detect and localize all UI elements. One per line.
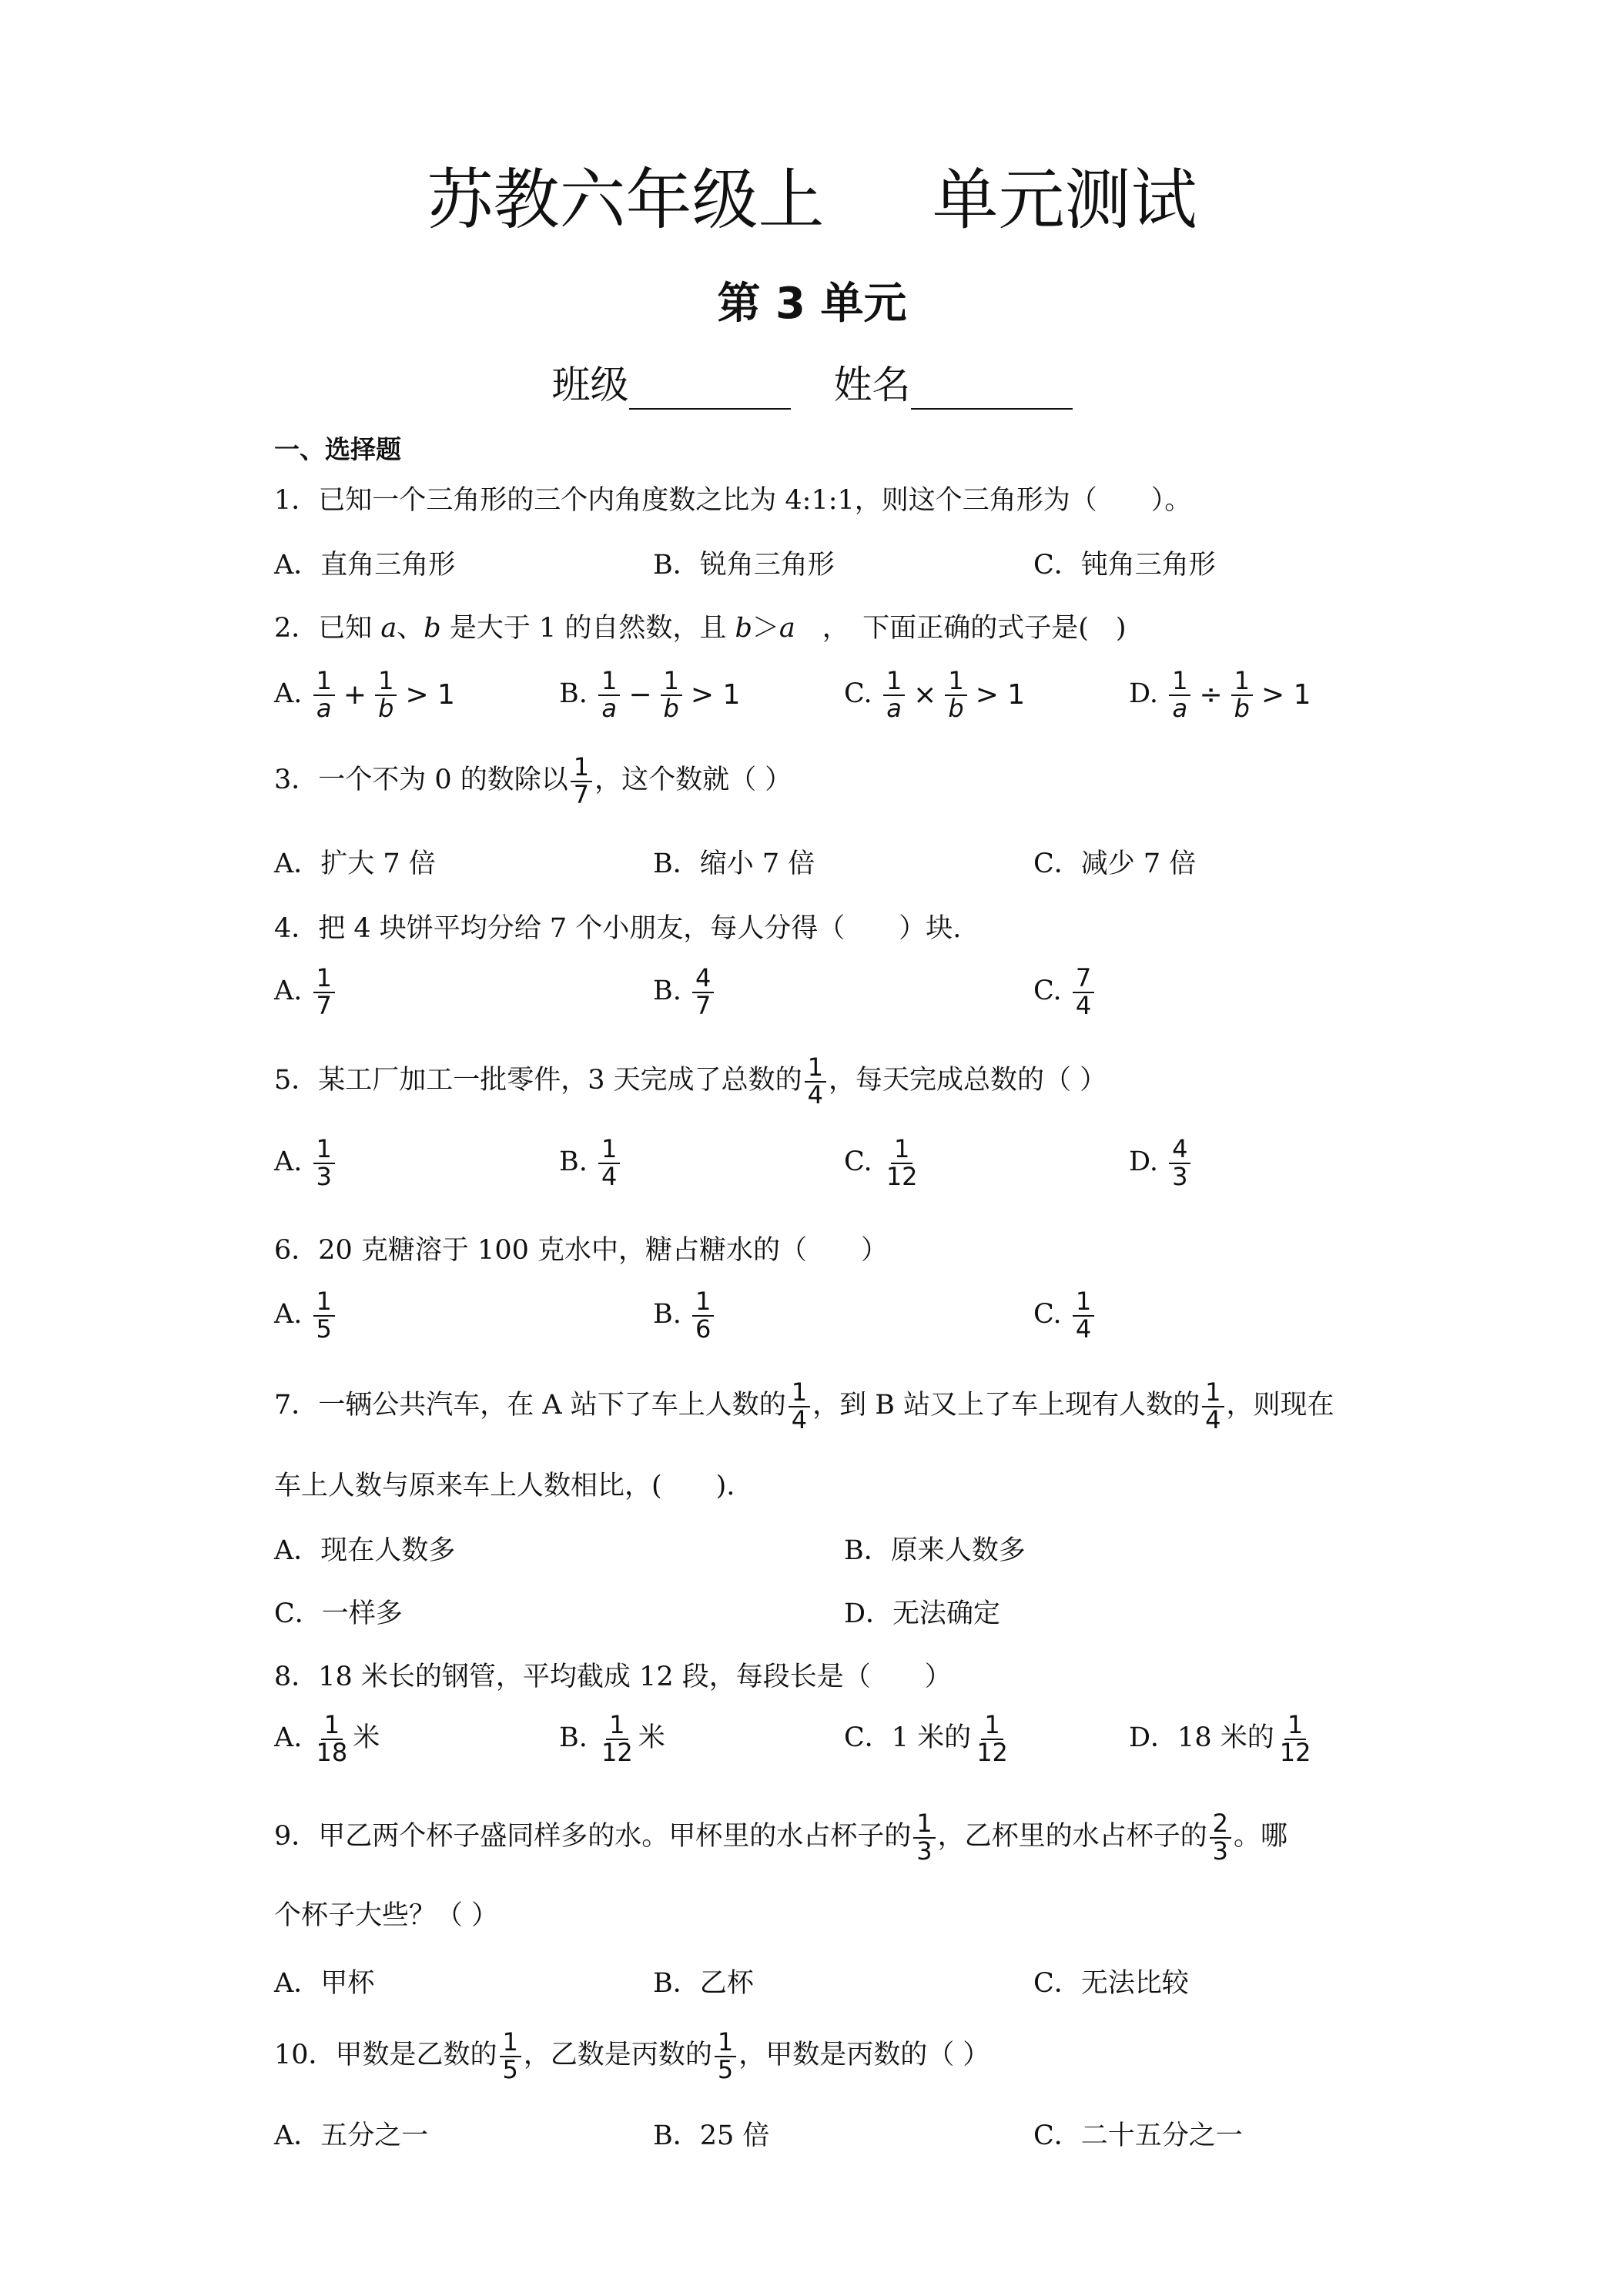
question-6: 6．20 克糖溶于 100 克水中，糖占糖水的（ ）	[274, 1235, 888, 1266]
q2-cmp-b: b	[735, 613, 752, 644]
q10-option-c[interactable]: C．二十五分之一	[1033, 2120, 1243, 2151]
q6-option-c[interactable]	[1033, 1289, 1097, 1342]
question-3	[274, 752, 792, 809]
question-7-line2: 车上人数与原来车上人数相比，( ).	[274, 1471, 735, 1501]
q8-b-frac: $\frac{1}{12}$	[601, 1710, 633, 1767]
q3-option-b[interactable]: B．缩小 7 倍	[653, 848, 815, 879]
q1-option-a[interactable]: A．直角三角形	[274, 550, 456, 581]
q7-option-d[interactable]: D．无法确定	[844, 1598, 1001, 1629]
q4-b-frac: $\frac{4}{7}$	[692, 966, 714, 1019]
q2-c-rhs: > 1	[975, 679, 1026, 711]
q2-d-op: ÷	[1199, 679, 1223, 711]
q5-c-label: C.	[844, 1146, 872, 1178]
q2-gt: ＞	[752, 613, 779, 644]
q4-a-frac: $\frac{1}{7}$	[313, 966, 335, 1019]
q5-d-label: D.	[1129, 1146, 1158, 1178]
q2-option-a[interactable]	[274, 668, 461, 721]
title-left: 苏教六年级上	[427, 162, 825, 239]
q5-a-label: A.	[274, 1146, 303, 1178]
class-label: 班级	[551, 363, 629, 407]
q7-option-c[interactable]: C．一样多	[274, 1598, 403, 1629]
q8-option-c[interactable]	[844, 1712, 1013, 1766]
q5-b-frac: $\frac{1}{4}$	[598, 1136, 620, 1190]
q8-b-unit: 米	[638, 1722, 665, 1754]
q9-pre: 9．甲乙两个杯子盛同样多的水。甲杯里的水占杯子的	[274, 1821, 912, 1853]
q5-post: ，每天完成总数的（ ）	[829, 1065, 1107, 1096]
section-heading: 一、选择题	[274, 434, 401, 464]
q2-c-frac1: $\frac{1}{a}$	[883, 668, 905, 721]
q6-b-frac: $\frac{1}{6}$	[692, 1289, 714, 1342]
question-9-line2: 个杯子大些？（ ）	[274, 1900, 499, 1931]
question-8: 8．18 米长的钢管，平均截成 12 段，每段长是（ ）	[274, 1662, 952, 1692]
q2-d-frac2: $\frac{1}{b}$	[1231, 668, 1253, 721]
q2-d-rhs: > 1	[1261, 679, 1311, 711]
q4-a-label: A.	[274, 976, 303, 1007]
q2-option-b[interactable]	[559, 668, 746, 721]
q8-d-frac: $\frac{1}{12}$	[1279, 1710, 1311, 1767]
q7-post: ，则现在	[1226, 1390, 1334, 1421]
q2-c-op: ×	[913, 679, 937, 711]
q10-mid: ，乙数是丙数的	[523, 2040, 712, 2071]
q2-b-frac1: $\frac{1}{a}$	[598, 668, 620, 721]
q2-b-op: −	[628, 679, 652, 711]
q6-option-a[interactable]	[274, 1289, 337, 1342]
q2-b-frac2: $\frac{1}{b}$	[661, 668, 682, 721]
q7-frac1: $\frac{1}{4}$	[789, 1380, 810, 1433]
q10-pre: 10．甲数是乙数的	[274, 2040, 497, 2071]
q8-c-label: C．1 米的	[844, 1722, 972, 1754]
q9-frac1: $\frac{1}{3}$	[913, 1811, 935, 1864]
q6-a-label: A.	[274, 1299, 303, 1330]
q2-c-frac2: $\frac{1}{b}$	[945, 668, 966, 721]
question-9	[274, 1811, 1287, 1864]
q3-pre: 3．一个不为 0 的数除以	[274, 765, 568, 796]
q4-option-a[interactable]	[274, 963, 337, 1020]
question-10	[274, 2027, 990, 2084]
question-7	[274, 1377, 1334, 1434]
q1-option-b[interactable]: B．锐角三角形	[653, 550, 835, 581]
q5-d-frac: $\frac{4}{3}$	[1169, 1136, 1190, 1190]
q6-c-frac: $\frac{1}{4}$	[1073, 1289, 1094, 1342]
q10-post: ，甲数是丙数的（ ）	[738, 2040, 990, 2071]
name-blank[interactable]	[911, 374, 1073, 410]
q7-pre: 7．一辆公共汽车，在 A 站下了车上人数的	[274, 1390, 786, 1421]
q10-frac2: $\frac{1}{5}$	[715, 2030, 736, 2083]
q4-c-label: C.	[1033, 976, 1062, 1007]
q8-option-a[interactable]	[274, 1712, 380, 1766]
q2-cmp-a: a	[779, 613, 795, 644]
q8-a-label: A.	[274, 1722, 303, 1754]
q4-option-c[interactable]	[1033, 963, 1097, 1020]
q5-frac: $\frac{1}{4}$	[805, 1055, 826, 1108]
q5-option-c[interactable]	[844, 1136, 923, 1190]
q2-d-label: D.	[1129, 678, 1158, 710]
q2-sep: 、	[397, 613, 424, 644]
q9-option-b[interactable]: B．乙杯	[653, 1968, 754, 1999]
q2-text-pre: 2．已知	[274, 613, 381, 644]
q2-text-post: ， 下面正确的式子是( )	[795, 613, 1127, 644]
q5-option-b[interactable]	[559, 1136, 622, 1190]
student-info-row	[0, 354, 1624, 410]
q5-c-frac: $\frac{1}{12}$	[886, 1134, 918, 1191]
question-2	[274, 607, 1127, 645]
q5-pre: 5．某工厂加工一批零件，3 天完成了总数的	[274, 1065, 802, 1096]
question-5	[274, 1055, 1107, 1108]
q8-a-frac: $\frac{1}{18}$	[316, 1710, 348, 1767]
q2-c-label: C.	[844, 678, 872, 710]
q9-mid: ，乙杯里的水占杯子的	[937, 1821, 1207, 1853]
q8-c-frac: $\frac{1}{12}$	[976, 1710, 1008, 1767]
q8-d-label: D．18 米的	[1129, 1722, 1274, 1754]
q3-frac: $\frac{1}{7}$	[571, 755, 592, 808]
q3-post: ，这个数就（ ）	[594, 765, 792, 796]
q4-option-b[interactable]	[653, 963, 716, 1020]
q2-a-label: A.	[274, 678, 303, 710]
name-label: 姓名	[833, 363, 911, 407]
q9-option-a[interactable]: A．甲杯	[274, 1968, 375, 1999]
q7-option-a[interactable]: A．现在人数多	[274, 1535, 456, 1566]
q1-option-c[interactable]: C．钝角三角形	[1033, 550, 1216, 581]
q5-option-a[interactable]	[274, 1136, 337, 1190]
question-4: 4．把 4 块饼平均分给 7 个小朋友，每人分得（ ）块.	[274, 913, 962, 944]
q4-b-label: B.	[653, 976, 681, 1007]
q2-option-d[interactable]	[1129, 668, 1318, 721]
q3-option-a[interactable]: A．扩大 7 倍	[274, 848, 436, 879]
q6-b-label: B.	[653, 1299, 681, 1330]
title-right: 单元测试	[932, 162, 1197, 239]
q8-b-label: B.	[559, 1722, 588, 1754]
q10-option-b[interactable]: B．25 倍	[653, 2120, 770, 2151]
q2-var-a: a	[380, 613, 397, 644]
q10-frac1: $\frac{1}{5}$	[500, 2030, 521, 2083]
question-1: 1．已知一个三角形的三个内角度数之比为 4:1:1，则这个三角形为（ ）。	[274, 485, 1192, 516]
q7-option-b[interactable]: B．原来人数多	[844, 1535, 1026, 1566]
q7-mid: ，到 B 站又上了车上现有人数的	[812, 1390, 1200, 1421]
q6-c-label: C.	[1033, 1299, 1062, 1330]
q4-c-frac: $\frac{7}{4}$	[1073, 966, 1094, 1019]
q9-frac2: $\frac{2}{3}$	[1210, 1811, 1231, 1864]
unit-subtitle: 第 3 单元	[717, 279, 907, 329]
q5-b-label: B.	[559, 1146, 588, 1178]
q5-option-d[interactable]	[1129, 1136, 1193, 1190]
q2-option-c[interactable]	[844, 668, 1031, 721]
q5-a-frac: $\frac{1}{3}$	[313, 1136, 335, 1190]
q10-option-a[interactable]: A．五分之一	[274, 2120, 429, 2151]
class-blank[interactable]	[629, 374, 791, 410]
q8-a-unit: 米	[353, 1722, 380, 1754]
q2-a-frac2: $\frac{1}{b}$	[375, 668, 397, 721]
q6-a-frac: $\frac{1}{5}$	[313, 1289, 335, 1342]
q2-text-mid: 是大于 1 的自然数，且	[440, 613, 735, 644]
page-title	[0, 146, 1624, 242]
q6-option-b[interactable]	[653, 1289, 716, 1342]
q2-b-rhs: > 1	[690, 679, 741, 711]
q2-a-op: +	[343, 679, 367, 711]
q7-frac2: $\frac{1}{4}$	[1202, 1380, 1224, 1433]
q8-option-d[interactable]	[1129, 1712, 1316, 1766]
q2-var-b: b	[424, 613, 441, 644]
q3-option-c[interactable]: C．减少 7 倍	[1033, 848, 1197, 879]
q8-option-b[interactable]	[559, 1712, 665, 1766]
q9-post: 。哪	[1234, 1821, 1288, 1853]
q2-a-rhs: > 1	[405, 679, 455, 711]
q2-d-frac1: $\frac{1}{a}$	[1169, 668, 1190, 721]
q2-b-label: B.	[559, 678, 588, 710]
q9-option-c[interactable]: C．无法比较	[1033, 1968, 1189, 1999]
q2-a-frac1: $\frac{1}{a}$	[313, 668, 335, 721]
